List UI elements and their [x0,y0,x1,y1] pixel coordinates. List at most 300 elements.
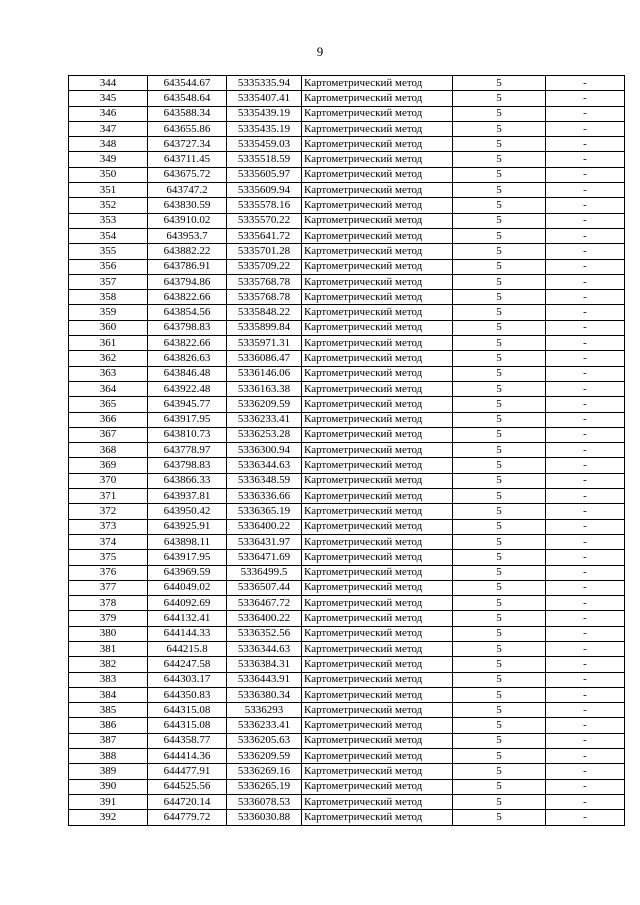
y-coordinate-cell: 5336344.63 [227,641,302,656]
table-row [69,320,625,335]
table-row [69,397,625,412]
accuracy-cell: 5 [453,198,546,213]
table-row [69,733,625,748]
y-coordinate-cell: 5335768.78 [227,274,302,289]
note-cell: - [546,458,625,473]
y-coordinate-cell: 5335518.59 [227,152,302,167]
point-number-cell: 357 [69,274,148,289]
y-coordinate-cell: 5336365.19 [227,504,302,519]
y-coordinate-cell: 5336233.41 [227,412,302,427]
x-coordinate-cell: 643822.66 [148,336,227,351]
method-cell: Картометрический метод [302,213,453,228]
method-cell: Картометрический метод [302,504,453,519]
accuracy-cell: 5 [453,427,546,442]
x-coordinate-cell: 643830.59 [148,198,227,213]
y-coordinate-cell: 5336336.66 [227,489,302,504]
note-cell: - [546,473,625,488]
point-number-cell: 345 [69,91,148,106]
y-coordinate-cell: 5335335.94 [227,76,302,91]
note-cell: - [546,810,625,825]
table-row [69,794,625,809]
accuracy-cell: 5 [453,259,546,274]
point-number-cell: 361 [69,336,148,351]
method-cell: Картометрический метод [302,733,453,748]
method-cell: Картометрический метод [302,381,453,396]
y-coordinate-cell: 5335848.22 [227,305,302,320]
accuracy-cell: 5 [453,443,546,458]
point-number-cell: 347 [69,121,148,136]
x-coordinate-cell: 644779.72 [148,810,227,825]
accuracy-cell: 5 [453,550,546,565]
note-cell: - [546,687,625,702]
method-cell: Картометрический метод [302,274,453,289]
note-cell: - [546,672,625,687]
y-coordinate-cell: 5336471.69 [227,550,302,565]
x-coordinate-cell: 643866.33 [148,473,227,488]
method-cell: Картометрический метод [302,427,453,442]
y-coordinate-cell: 5335971.31 [227,336,302,351]
point-number-cell: 350 [69,167,148,182]
note-cell: - [546,718,625,733]
method-cell: Картометрический метод [302,596,453,611]
table-row [69,381,625,396]
accuracy-cell: 5 [453,305,546,320]
method-cell: Картометрический метод [302,259,453,274]
accuracy-cell: 5 [453,397,546,412]
y-coordinate-cell: 5336300.94 [227,443,302,458]
point-number-cell: 348 [69,137,148,152]
point-number-cell: 364 [69,381,148,396]
method-cell: Картометрический метод [302,703,453,718]
method-cell: Картометрический метод [302,458,453,473]
point-number-cell: 363 [69,366,148,381]
note-cell: - [546,550,625,565]
x-coordinate-cell: 643969.59 [148,565,227,580]
accuracy-cell: 5 [453,336,546,351]
note-cell: - [546,320,625,335]
accuracy-cell: 5 [453,381,546,396]
y-coordinate-cell: 5336293 [227,703,302,718]
y-coordinate-cell: 5336086.47 [227,351,302,366]
y-coordinate-cell: 5336507.44 [227,580,302,595]
y-coordinate-cell: 5336209.59 [227,397,302,412]
y-coordinate-cell: 5336380.34 [227,687,302,702]
accuracy-cell: 5 [453,596,546,611]
method-cell: Картометрический метод [302,351,453,366]
note-cell: - [546,290,625,305]
accuracy-cell: 5 [453,351,546,366]
note-cell: - [546,167,625,182]
table-row [69,259,625,274]
point-number-cell: 384 [69,687,148,702]
method-cell: Картометрический метод [302,106,453,121]
accuracy-cell: 5 [453,565,546,580]
accuracy-cell: 5 [453,121,546,136]
point-number-cell: 379 [69,611,148,626]
accuracy-cell: 5 [453,626,546,641]
note-cell: - [546,228,625,243]
x-coordinate-cell: 644720.14 [148,794,227,809]
x-coordinate-cell: 643917.95 [148,412,227,427]
x-coordinate-cell: 643727.34 [148,137,227,152]
method-cell: Картометрический метод [302,336,453,351]
table-row [69,550,625,565]
table-row [69,290,625,305]
method-cell: Картометрический метод [302,550,453,565]
table-row [69,198,625,213]
accuracy-cell: 5 [453,244,546,259]
y-coordinate-cell: 5335439.19 [227,106,302,121]
point-number-cell: 385 [69,703,148,718]
x-coordinate-cell: 644350.83 [148,687,227,702]
table-row [69,244,625,259]
method-cell: Картометрический метод [302,718,453,733]
method-cell: Картометрический метод [302,672,453,687]
point-number-cell: 353 [69,213,148,228]
point-number-cell: 386 [69,718,148,733]
method-cell: Картометрический метод [302,167,453,182]
point-number-cell: 372 [69,504,148,519]
note-cell: - [546,183,625,198]
method-cell: Картометрический метод [302,626,453,641]
method-cell: Картометрический метод [302,443,453,458]
point-number-cell: 380 [69,626,148,641]
method-cell: Картометрический метод [302,779,453,794]
y-coordinate-cell: 5336253.28 [227,427,302,442]
point-number-cell: 352 [69,198,148,213]
method-cell: Картометрический метод [302,519,453,534]
note-cell: - [546,779,625,794]
y-coordinate-cell: 5336400.22 [227,519,302,534]
y-coordinate-cell: 5335435.19 [227,121,302,136]
note-cell: - [546,504,625,519]
point-number-cell: 368 [69,443,148,458]
accuracy-cell: 5 [453,76,546,91]
x-coordinate-cell: 643945.77 [148,397,227,412]
point-number-cell: 367 [69,427,148,442]
x-coordinate-cell: 644477.91 [148,764,227,779]
note-cell: - [546,412,625,427]
accuracy-cell: 5 [453,183,546,198]
method-cell: Картометрический метод [302,764,453,779]
y-coordinate-cell: 5335709.22 [227,259,302,274]
table-row [69,626,625,641]
note-cell: - [546,336,625,351]
y-coordinate-cell: 5335570.22 [227,213,302,228]
method-cell: Картометрический метод [302,290,453,305]
note-cell: - [546,626,625,641]
method-cell: Картометрический метод [302,534,453,549]
accuracy-cell: 5 [453,580,546,595]
x-coordinate-cell: 643898.11 [148,534,227,549]
x-coordinate-cell: 644144.33 [148,626,227,641]
note-cell: - [546,259,625,274]
note-cell: - [546,611,625,626]
point-number-cell: 378 [69,596,148,611]
table-row [69,427,625,442]
y-coordinate-cell: 5336384.31 [227,657,302,672]
x-coordinate-cell: 644414.36 [148,749,227,764]
table-row [69,611,625,626]
y-coordinate-cell: 5336233.41 [227,718,302,733]
note-cell: - [546,427,625,442]
table-row [69,703,625,718]
y-coordinate-cell: 5336467.72 [227,596,302,611]
accuracy-cell: 5 [453,228,546,243]
method-cell: Картометрический метод [302,687,453,702]
point-number-cell: 373 [69,519,148,534]
x-coordinate-cell: 643798.83 [148,320,227,335]
table-row [69,121,625,136]
accuracy-cell: 5 [453,489,546,504]
x-coordinate-cell: 643655.86 [148,121,227,136]
y-coordinate-cell: 5335459.03 [227,137,302,152]
y-coordinate-cell: 5336205.63 [227,733,302,748]
y-coordinate-cell: 5336443.91 [227,672,302,687]
method-cell: Картометрический метод [302,183,453,198]
method-cell: Картометрический метод [302,198,453,213]
y-coordinate-cell: 5336431.97 [227,534,302,549]
method-cell: Картометрический метод [302,228,453,243]
accuracy-cell: 5 [453,473,546,488]
accuracy-cell: 5 [453,794,546,809]
point-number-cell: 391 [69,794,148,809]
y-coordinate-cell: 5336400.22 [227,611,302,626]
point-number-cell: 377 [69,580,148,595]
x-coordinate-cell: 643798.83 [148,458,227,473]
coordinates-table-body [69,76,625,826]
table-row [69,183,625,198]
table-row [69,412,625,427]
table-row [69,228,625,243]
table-row [69,458,625,473]
x-coordinate-cell: 643778.97 [148,443,227,458]
y-coordinate-cell: 5335768.78 [227,290,302,305]
accuracy-cell: 5 [453,657,546,672]
table-row [69,657,625,672]
method-cell: Картометрический метод [302,320,453,335]
table-row [69,779,625,794]
accuracy-cell: 5 [453,458,546,473]
accuracy-cell: 5 [453,213,546,228]
note-cell: - [546,519,625,534]
table-row [69,764,625,779]
y-coordinate-cell: 5336030.88 [227,810,302,825]
y-coordinate-cell: 5336078.53 [227,794,302,809]
point-number-cell: 356 [69,259,148,274]
accuracy-cell: 5 [453,137,546,152]
table-row [69,473,625,488]
table-row [69,672,625,687]
accuracy-cell: 5 [453,167,546,182]
x-coordinate-cell: 643950.42 [148,504,227,519]
table-row [69,167,625,182]
method-cell: Картометрический метод [302,137,453,152]
table-row [69,351,625,366]
accuracy-cell: 5 [453,320,546,335]
point-number-cell: 365 [69,397,148,412]
x-coordinate-cell: 643822.66 [148,290,227,305]
x-coordinate-cell: 644315.08 [148,703,227,718]
y-coordinate-cell: 5335641.72 [227,228,302,243]
point-number-cell: 388 [69,749,148,764]
table-row [69,810,625,825]
note-cell: - [546,764,625,779]
x-coordinate-cell: 643675.72 [148,167,227,182]
point-number-cell: 359 [69,305,148,320]
point-number-cell: 360 [69,320,148,335]
x-coordinate-cell: 643854.56 [148,305,227,320]
note-cell: - [546,351,625,366]
note-cell: - [546,443,625,458]
table-row [69,519,625,534]
method-cell: Картометрический метод [302,657,453,672]
table-row [69,76,625,91]
accuracy-cell: 5 [453,733,546,748]
method-cell: Картометрический метод [302,473,453,488]
page-number: 9 [316,44,324,59]
y-coordinate-cell: 5335578.16 [227,198,302,213]
method-cell: Картометрический метод [302,366,453,381]
y-coordinate-cell: 5336269.16 [227,764,302,779]
y-coordinate-cell: 5336146.06 [227,366,302,381]
method-cell: Картометрический метод [302,76,453,91]
y-coordinate-cell: 5335609.94 [227,183,302,198]
note-cell: - [546,703,625,718]
table-row [69,718,625,733]
note-cell: - [546,76,625,91]
point-number-cell: 349 [69,152,148,167]
note-cell: - [546,641,625,656]
accuracy-cell: 5 [453,274,546,289]
accuracy-cell: 5 [453,779,546,794]
x-coordinate-cell: 643882.22 [148,244,227,259]
table-row [69,106,625,121]
y-coordinate-cell: 5336344.63 [227,458,302,473]
x-coordinate-cell: 644049.02 [148,580,227,595]
note-cell: - [546,366,625,381]
point-number-cell: 387 [69,733,148,748]
method-cell: Картометрический метод [302,611,453,626]
note-cell: - [546,121,625,136]
point-number-cell: 392 [69,810,148,825]
y-coordinate-cell: 5336348.59 [227,473,302,488]
x-coordinate-cell: 643548.64 [148,91,227,106]
method-cell: Картометрический метод [302,641,453,656]
table-row [69,596,625,611]
accuracy-cell: 5 [453,152,546,167]
table-row [69,504,625,519]
method-cell: Картометрический метод [302,397,453,412]
x-coordinate-cell: 644092.69 [148,596,227,611]
note-cell: - [546,91,625,106]
x-coordinate-cell: 643747.2 [148,183,227,198]
x-coordinate-cell: 644132.41 [148,611,227,626]
x-coordinate-cell: 643917.95 [148,550,227,565]
table-row [69,443,625,458]
y-coordinate-cell: 5336499.5 [227,565,302,580]
y-coordinate-cell: 5335407.41 [227,91,302,106]
note-cell: - [546,381,625,396]
method-cell: Картометрический метод [302,565,453,580]
y-coordinate-cell: 5335605.97 [227,167,302,182]
x-coordinate-cell: 643846.48 [148,366,227,381]
x-coordinate-cell: 644303.17 [148,672,227,687]
table-row [69,565,625,580]
note-cell: - [546,596,625,611]
note-cell: - [546,213,625,228]
point-number-cell: 375 [69,550,148,565]
point-number-cell: 346 [69,106,148,121]
point-number-cell: 344 [69,76,148,91]
coordinates-table [68,75,625,826]
method-cell: Картометрический метод [302,749,453,764]
accuracy-cell: 5 [453,106,546,121]
accuracy-cell: 5 [453,366,546,381]
accuracy-cell: 5 [453,703,546,718]
table-row [69,749,625,764]
note-cell: - [546,244,625,259]
accuracy-cell: 5 [453,534,546,549]
accuracy-cell: 5 [453,718,546,733]
note-cell: - [546,580,625,595]
x-coordinate-cell: 644247.58 [148,657,227,672]
x-coordinate-cell: 643826.63 [148,351,227,366]
note-cell: - [546,749,625,764]
method-cell: Картометрический метод [302,412,453,427]
x-coordinate-cell: 643786.91 [148,259,227,274]
x-coordinate-cell: 643953.7 [148,228,227,243]
x-coordinate-cell: 643794.86 [148,274,227,289]
note-cell: - [546,152,625,167]
x-coordinate-cell: 644525.56 [148,779,227,794]
note-cell: - [546,274,625,289]
method-cell: Картометрический метод [302,305,453,320]
accuracy-cell: 5 [453,611,546,626]
x-coordinate-cell: 643711.45 [148,152,227,167]
note-cell: - [546,657,625,672]
x-coordinate-cell: 643910.02 [148,213,227,228]
note-cell: - [546,137,625,152]
x-coordinate-cell: 644315.08 [148,718,227,733]
note-cell: - [546,106,625,121]
table-row [69,534,625,549]
point-number-cell: 370 [69,473,148,488]
method-cell: Картометрический метод [302,810,453,825]
point-number-cell: 366 [69,412,148,427]
x-coordinate-cell: 643544.67 [148,76,227,91]
accuracy-cell: 5 [453,764,546,779]
table-row [69,580,625,595]
accuracy-cell: 5 [453,412,546,427]
point-number-cell: 355 [69,244,148,259]
table-row [69,489,625,504]
accuracy-cell: 5 [453,749,546,764]
y-coordinate-cell: 5335701.28 [227,244,302,259]
y-coordinate-cell: 5335899.84 [227,320,302,335]
x-coordinate-cell: 643937.81 [148,489,227,504]
y-coordinate-cell: 5336163.38 [227,381,302,396]
x-coordinate-cell: 644358.77 [148,733,227,748]
method-cell: Картометрический метод [302,489,453,504]
accuracy-cell: 5 [453,519,546,534]
note-cell: - [546,565,625,580]
table-row [69,305,625,320]
accuracy-cell: 5 [453,641,546,656]
point-number-cell: 358 [69,290,148,305]
note-cell: - [546,534,625,549]
note-cell: - [546,489,625,504]
